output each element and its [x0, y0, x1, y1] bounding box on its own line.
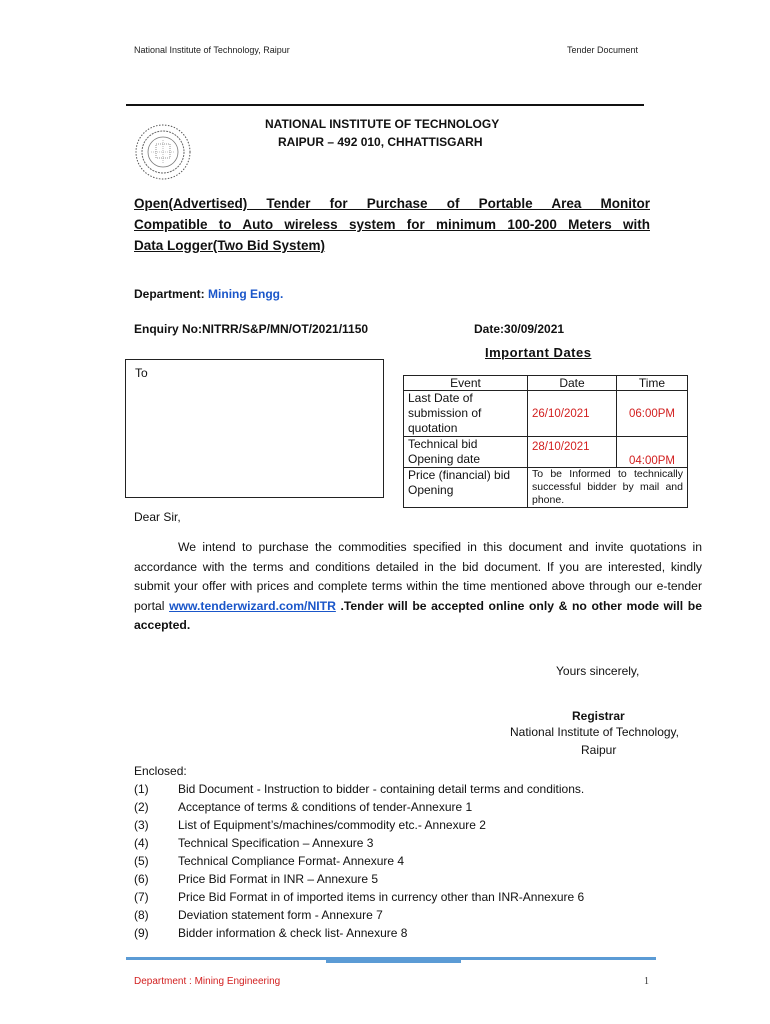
- time-cell: 06:00PM: [617, 391, 688, 437]
- closing-city: Raipur: [581, 743, 617, 757]
- table-row: [404, 437, 688, 468]
- enquiry-label: Enquiry No:: [134, 322, 202, 336]
- column-header-date: Date: [528, 376, 617, 391]
- list-item: [134, 834, 373, 852]
- list-item-number: (8): [134, 908, 149, 922]
- list-item-number: (3): [134, 818, 149, 832]
- list-item-number: (2): [134, 800, 149, 814]
- event-cell: Price (financial) bid Opening: [404, 468, 528, 508]
- list-item-number: (5): [134, 854, 149, 868]
- enquiry-date: [474, 322, 564, 336]
- time-cell: 04:00PM: [617, 437, 688, 468]
- table-header-row: [404, 376, 688, 391]
- list-item: [134, 870, 378, 888]
- institute-logo: [126, 122, 200, 182]
- list-item: [134, 906, 383, 924]
- list-item: [134, 798, 472, 816]
- body-text-1: We intend to purchase the commodities specified in this document and invite quotations in accordance with the terms and conditions detailed in the bid document. If you are interested, kindly submit your offer with prices and complete terms within the time mentioned above through our e-tender portal: [134, 540, 702, 613]
- list-item-text: Price Bid Format in of imported items in currency other than INR-Annexure 6: [178, 890, 585, 904]
- to-label: To: [135, 366, 148, 380]
- header-left: National Institute of Technology, Raipur: [134, 45, 290, 55]
- column-header-event: Event: [404, 376, 528, 391]
- salutation: Dear Sir,: [134, 510, 181, 524]
- enclosed-label: Enclosed:: [134, 764, 187, 778]
- tender-title-line3: Data Logger(Two Bid System): [134, 238, 326, 253]
- important-dates-heading: Important Dates: [485, 345, 592, 360]
- list-item-text: Price Bid Format in INR – Annexure 5: [178, 872, 379, 886]
- list-item: [134, 852, 404, 870]
- enquiry-line: [134, 322, 368, 336]
- footer-tab: [326, 957, 461, 963]
- tender-portal-link[interactable]: www.tenderwizard.com/NITR: [169, 598, 336, 613]
- list-item: [134, 816, 486, 834]
- enquiry-number: NITRR/S&P/MN/OT/2021/1150: [202, 322, 369, 336]
- body-text-2: .Tender will be accepted online only & no other mode will be accepted.: [134, 598, 702, 632]
- event-cell: Last Date of submission of quotation: [404, 391, 528, 437]
- department-label: Department:: [134, 287, 205, 301]
- list-item-number: (1): [134, 782, 149, 796]
- list-item-number: (7): [134, 890, 149, 904]
- list-item-number: (9): [134, 926, 149, 940]
- list-item-text: Bidder information & check list- Annexure 8: [178, 926, 408, 940]
- department-line: [134, 287, 283, 301]
- table-row: [404, 391, 688, 437]
- tender-title-line2: Compatible to Auto wireless system for minimum 100-200 Meters with: [134, 217, 650, 232]
- list-item-text: Technical Specification – Annexure 3: [178, 836, 374, 850]
- list-item: [134, 924, 407, 942]
- date-cell: 28/10/2021: [528, 437, 617, 468]
- closing-org: National Institute of Technology,: [510, 725, 679, 739]
- tender-title-line1: Open(Advertised) Tender for Purchase of Portable Area Monitor: [134, 196, 650, 211]
- event-cell: Technical bid Opening date: [404, 437, 528, 468]
- list-item-text: List of Equipment’s/machines/commodity etc.- Annexure 2: [178, 818, 486, 832]
- footer-department: Department : Mining Engineering: [134, 976, 281, 987]
- institute-name: NATIONAL INSTITUTE OF TECHNOLOGY: [265, 117, 500, 131]
- list-item: [134, 888, 584, 906]
- list-item-number: (6): [134, 872, 149, 886]
- body-paragraph: [134, 538, 702, 636]
- list-item-text: Bid Document - Instruction to bidder - containing detail terms and conditions.: [178, 782, 585, 796]
- date-cell: 26/10/2021: [528, 391, 617, 437]
- list-item-text: Acceptance of terms & conditions of tender-Annexure 1: [178, 800, 473, 814]
- department-value: Mining Engg.: [208, 287, 284, 301]
- header-right: Tender Document: [567, 45, 639, 55]
- list-item: [134, 780, 584, 798]
- header-rule: [126, 104, 644, 106]
- closing-yours: Yours sincerely,: [556, 664, 640, 678]
- institute-address: RAIPUR – 492 010, CHHATTISGARH: [278, 135, 483, 149]
- to-box: [125, 359, 384, 498]
- page-number: 1: [644, 976, 649, 987]
- list-item-text: Technical Compliance Format- Annexure 4: [178, 854, 405, 868]
- enquiry-date-label: Date:: [474, 322, 505, 336]
- important-dates-table: [403, 375, 688, 508]
- column-header-time: Time: [617, 376, 688, 391]
- closing-designation: Registrar: [572, 709, 625, 723]
- list-item-text: Deviation statement form - Annexure 7: [178, 908, 383, 922]
- list-item-number: (4): [134, 836, 149, 850]
- enquiry-date-value: 30/09/2021: [504, 322, 565, 336]
- table-row: [404, 468, 688, 508]
- note-cell: To be Informed to technically successful bidder by mail and phone.: [528, 468, 688, 508]
